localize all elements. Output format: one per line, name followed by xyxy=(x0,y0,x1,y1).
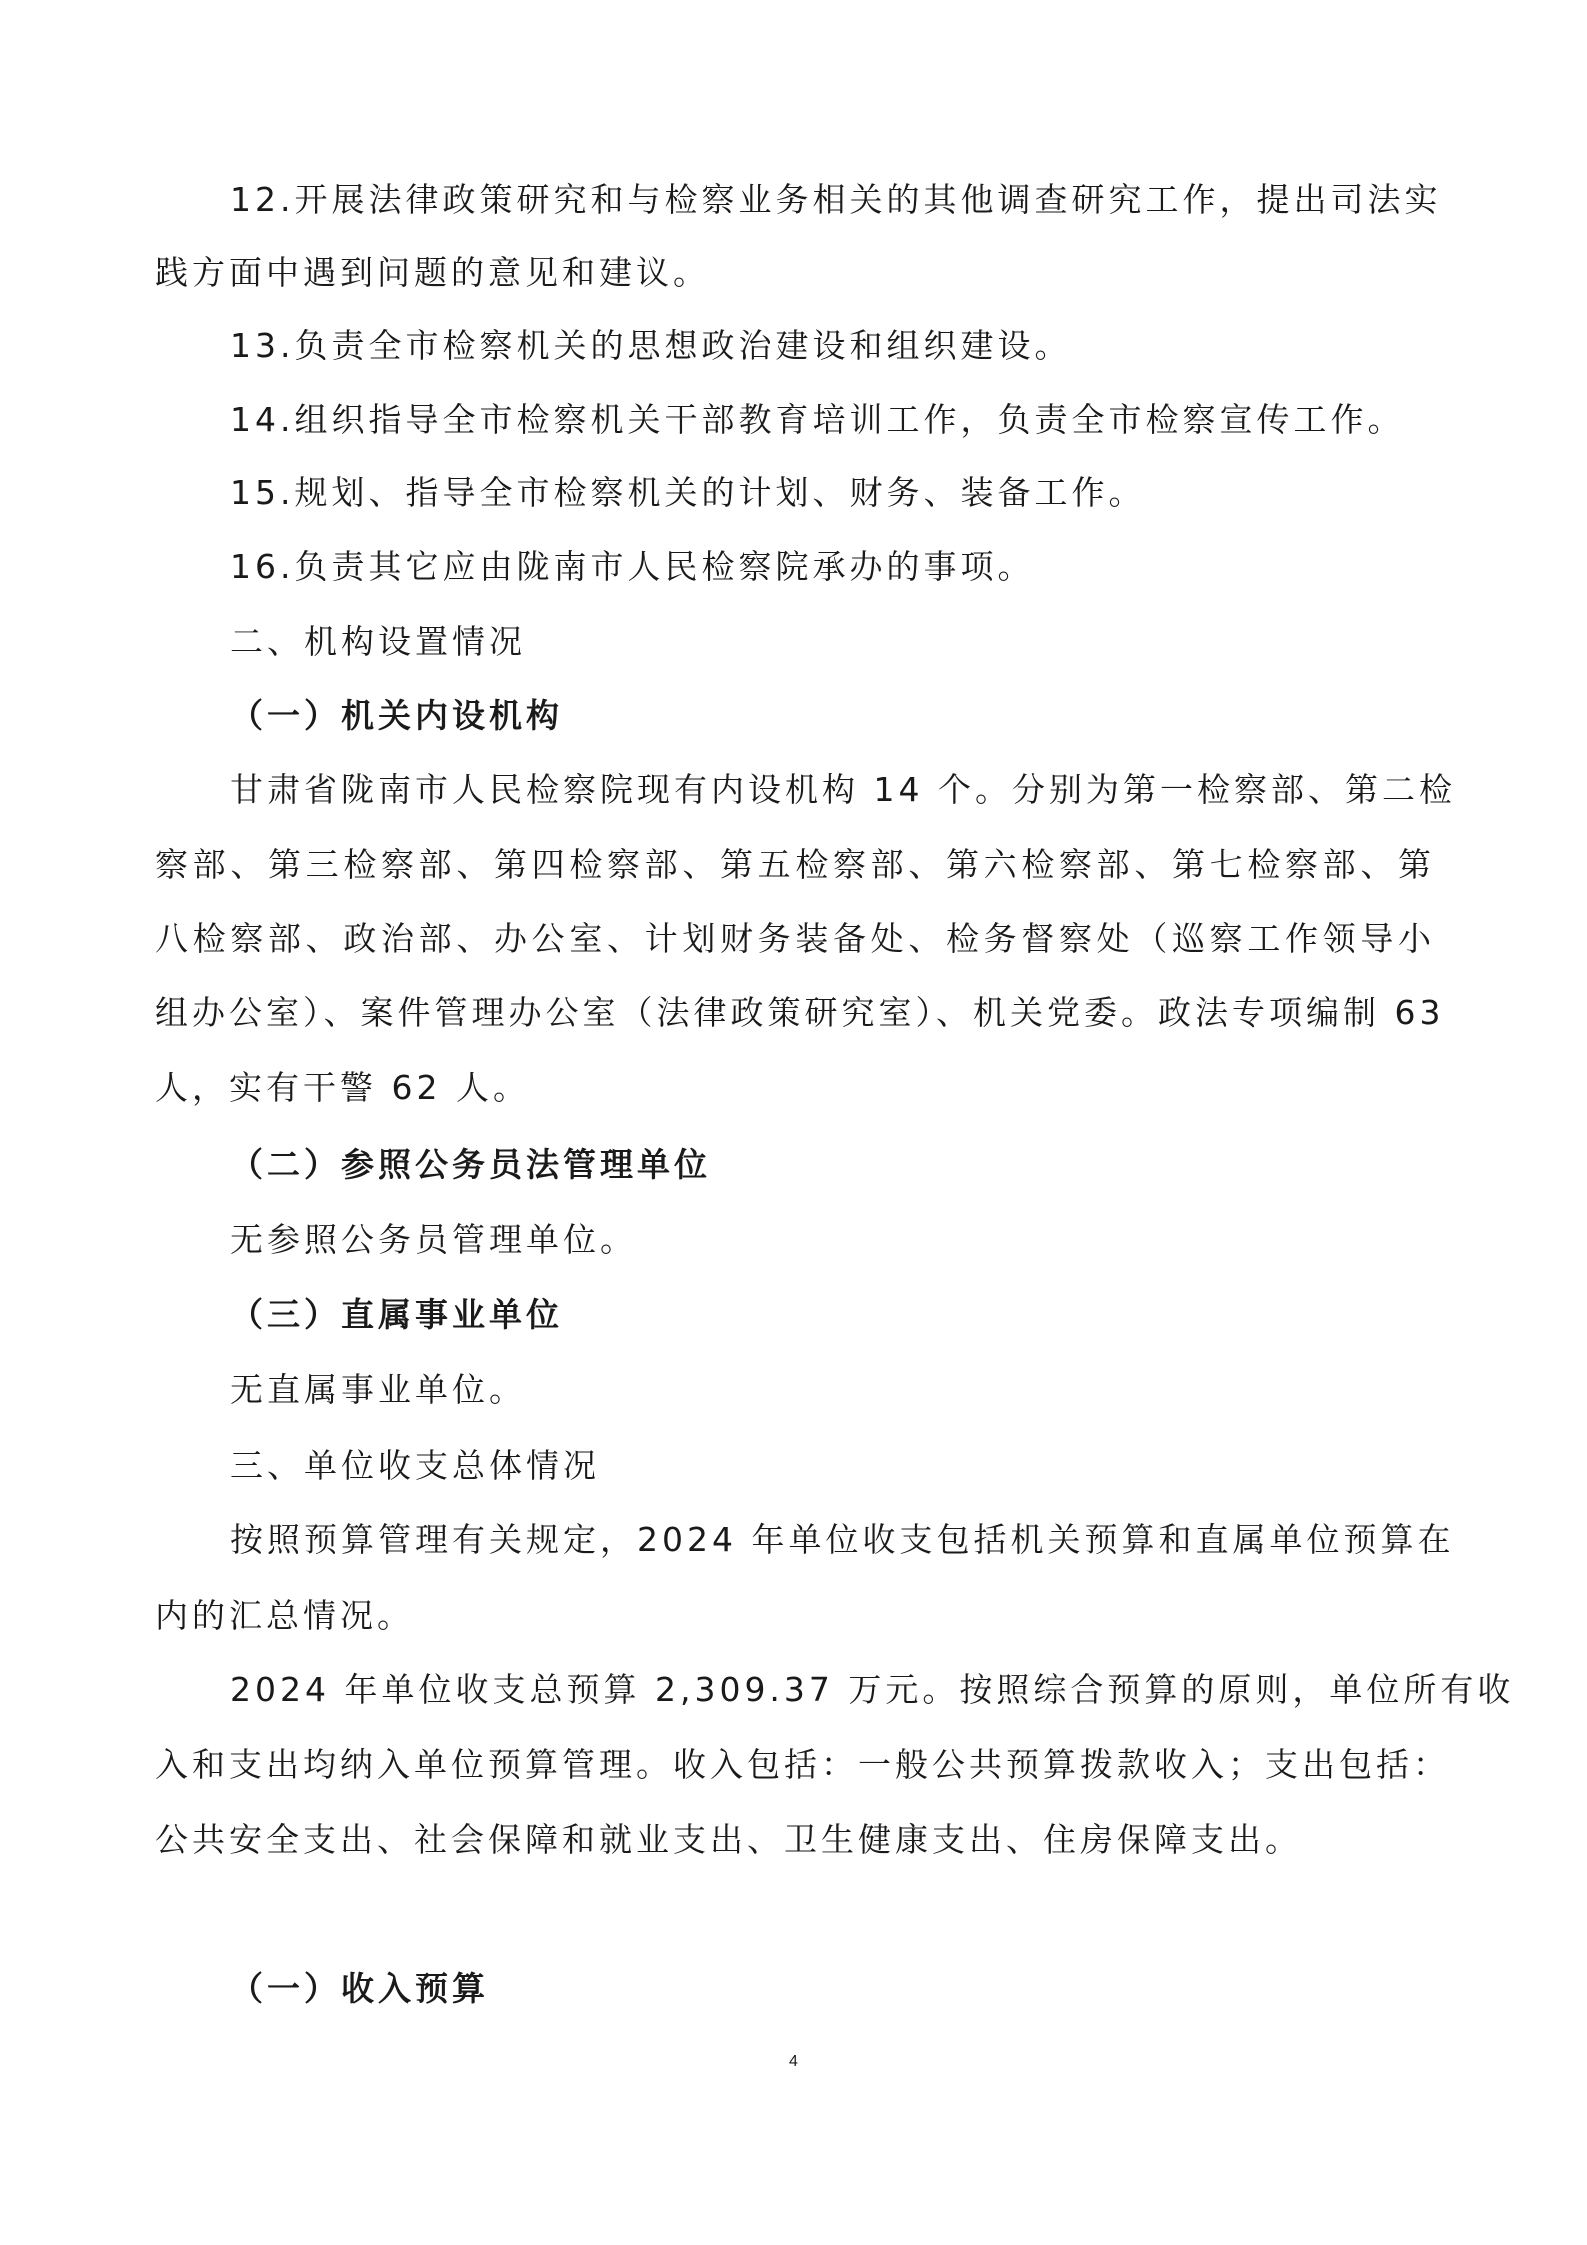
sub-2-heading: （二）参照公务员法管理单位 xyxy=(230,1145,711,1184)
item-15: 15.规划、指导全市检察机关的计划、财务、装备工作。 xyxy=(230,473,1146,512)
section-3-para-2-line-1: 2024 年单位收支总预算 2,309.37 万元。按照综合预算的原则，单位所有收 xyxy=(230,1670,1515,1709)
sub-3-heading: （三）直属事业单位 xyxy=(230,1295,563,1334)
section-3-para-2-line-2: 入和支出均纳入单位预算管理。收入包括：一般公共预算拨款收入；支出包括： xyxy=(155,1745,1450,1784)
item-16: 16.负责其它应由陇南市人民检察院承办的事项。 xyxy=(230,547,1035,586)
section-3-para-2-line-3: 公共安全支出、社会保障和就业支出、卫生健康支出、住房保障支出。 xyxy=(155,1820,1302,1859)
section-3-para-1-line-1: 按照预算管理有关规定，2024 年单位收支包括机关预算和直属单位预算在 xyxy=(230,1520,1455,1559)
sub-3-para: 无直属事业单位。 xyxy=(230,1370,526,1409)
sub-1-para-line-3: 八检察部、政治部、办公室、计划财务装备处、检务督察处（巡察工作领导小 xyxy=(155,919,1435,958)
sub-1-para-line-5: 人，实有干警 62 人。 xyxy=(155,1068,530,1107)
section-2-heading: 二、机构设置情况 xyxy=(230,622,526,661)
sub-2-para: 无参照公务员管理单位。 xyxy=(230,1220,637,1259)
sub-1-heading: （一）机关内设机构 xyxy=(230,696,563,735)
sub-1-para-line-4: 组办公室）、案件管理办公室（法律政策研究室）、机关党委。政法专项编制 63 xyxy=(155,993,1445,1032)
item-12-line-1: 12.开展法律政策研究和与检察业务相关的其他调查研究工作，提出司法实 xyxy=(230,180,1442,219)
page-number: 4 xyxy=(789,2053,798,2070)
section-3-heading: 三、单位收支总体情况 xyxy=(230,1446,600,1485)
item-14: 14.组织指导全市检察机关干部教育培训工作，负责全市检察宣传工作。 xyxy=(230,400,1405,439)
sub-1-para-line-2: 察部、第三检察部、第四检察部、第五检察部、第六检察部、第七检察部、第 xyxy=(155,845,1435,884)
section-3-para-1-line-2: 内的汇总情况。 xyxy=(155,1596,414,1635)
income-budget-heading: （一）收入预算 xyxy=(230,1969,489,2008)
item-13: 13.负责全市检察机关的思想政治建设和组织建设。 xyxy=(230,326,1072,365)
sub-1-para-line-1: 甘肃省陇南市人民检察院现有内设机构 14 个。分别为第一检察部、第二检 xyxy=(230,770,1456,809)
item-12-line-2: 践方面中遇到问题的意见和建议。 xyxy=(155,253,710,292)
